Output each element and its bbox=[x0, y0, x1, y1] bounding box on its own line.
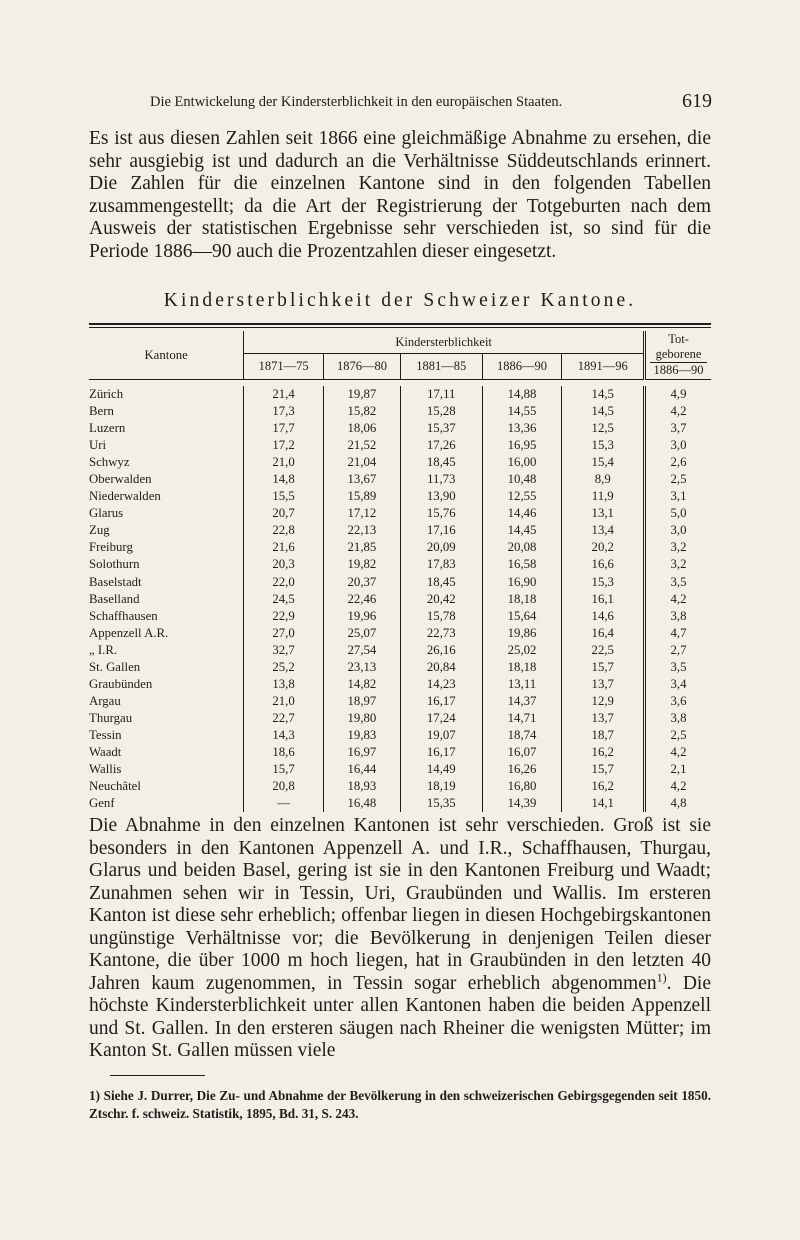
mortality-value: 15,35 bbox=[400, 795, 482, 812]
mortality-value: 16,48 bbox=[323, 795, 400, 812]
table-row bbox=[89, 676, 711, 693]
mortality-value: 16,58 bbox=[482, 556, 562, 573]
table-row bbox=[89, 505, 711, 522]
mortality-value: 16,6 bbox=[562, 556, 645, 573]
mortality-value: 15,5 bbox=[244, 488, 324, 505]
totgeborene-value: 3,5 bbox=[645, 574, 711, 591]
mortality-value: 27,54 bbox=[323, 642, 400, 659]
table-row bbox=[89, 386, 711, 403]
mortality-value: 14,55 bbox=[482, 403, 562, 420]
mortality-value: 15,82 bbox=[323, 403, 400, 420]
mortality-value: 18,18 bbox=[482, 659, 562, 676]
totgeborene-value: 3,7 bbox=[645, 420, 711, 437]
mortality-value: 13,36 bbox=[482, 420, 562, 437]
mortality-value: 18,7 bbox=[562, 727, 645, 744]
tot-line2: geborene bbox=[655, 347, 702, 361]
mortality-value: 13,7 bbox=[562, 676, 645, 693]
mortality-value: 21,6 bbox=[244, 539, 324, 556]
mortality-value: 17,12 bbox=[323, 505, 400, 522]
kanton-name: Wallis bbox=[89, 762, 122, 777]
mortality-value: 15,28 bbox=[400, 403, 482, 420]
mortality-value: 21,0 bbox=[244, 693, 324, 710]
kanton-name: Waadt bbox=[89, 744, 122, 759]
mortality-value: 21,85 bbox=[323, 539, 400, 556]
col-header-period: 1871—75 bbox=[244, 354, 324, 380]
totgeborene-value: 3,4 bbox=[645, 676, 711, 693]
table-row bbox=[89, 488, 711, 505]
mortality-value: 14,45 bbox=[482, 522, 562, 539]
mortality-value: 24,5 bbox=[244, 591, 324, 608]
col-header-totgeborene bbox=[645, 331, 711, 380]
mortality-value: 15,64 bbox=[482, 608, 562, 625]
table-row bbox=[89, 710, 711, 727]
mortality-value: 16,97 bbox=[323, 744, 400, 761]
table-row bbox=[89, 556, 711, 573]
mortality-value: 8,9 bbox=[562, 471, 645, 488]
footnote-divider bbox=[110, 1075, 205, 1076]
mortality-value: 20,8 bbox=[244, 778, 324, 795]
mortality-value: 21,52 bbox=[323, 437, 400, 454]
totgeborene-value: 2,5 bbox=[645, 471, 711, 488]
totgeborene-value: 3,6 bbox=[645, 693, 711, 710]
mortality-value: 13,90 bbox=[400, 488, 482, 505]
kanton-name: Niederwalden bbox=[89, 489, 161, 504]
mortality-value: 15,7 bbox=[244, 761, 324, 778]
mortality-value: 14,3 bbox=[244, 727, 324, 744]
mortality-value: 21,0 bbox=[244, 454, 324, 471]
mortality-value: 10,48 bbox=[482, 471, 562, 488]
paragraph-analysis bbox=[89, 815, 711, 1065]
mortality-value: 18,18 bbox=[482, 591, 562, 608]
totgeborene-value: 3,8 bbox=[645, 608, 711, 625]
table-row bbox=[89, 403, 711, 420]
mortality-value: 14,37 bbox=[482, 693, 562, 710]
col-group-header: Kindersterblichkeit bbox=[244, 331, 645, 354]
mortality-value: 22,73 bbox=[400, 625, 482, 642]
table-row bbox=[89, 659, 711, 676]
mortality-value: 14,5 bbox=[562, 403, 645, 420]
mortality-value: 22,5 bbox=[562, 642, 645, 659]
totgeborene-value: 2,7 bbox=[645, 642, 711, 659]
kanton-name: Zürich bbox=[89, 387, 124, 401]
mortality-value: 22,46 bbox=[323, 591, 400, 608]
mortality-value: 25,2 bbox=[244, 659, 324, 676]
mortality-value: 15,7 bbox=[562, 659, 645, 676]
mortality-value: 18,45 bbox=[400, 574, 482, 591]
totgeborene-value: 4,9 bbox=[645, 386, 711, 403]
mortality-value: 19,96 bbox=[323, 608, 400, 625]
table-row bbox=[89, 608, 711, 625]
kanton-name: Uri bbox=[89, 438, 107, 453]
mortality-value: 17,83 bbox=[400, 556, 482, 573]
kanton-name: Zug bbox=[89, 523, 110, 538]
mortality-value: 21,4 bbox=[244, 386, 324, 403]
table-body bbox=[89, 386, 711, 812]
totgeborene-value: 3,5 bbox=[645, 659, 711, 676]
col-header-period: 1881—85 bbox=[400, 354, 482, 380]
mortality-value: 23,13 bbox=[323, 659, 400, 676]
mortality-value: 16,80 bbox=[482, 778, 562, 795]
mortality-value: 14,71 bbox=[482, 710, 562, 727]
table-top-rule bbox=[89, 323, 711, 325]
mortality-value: 18,06 bbox=[323, 420, 400, 437]
totgeborene-value: 3,0 bbox=[645, 437, 711, 454]
mortality-value: 14,23 bbox=[400, 676, 482, 693]
footnote: 1) Siehe J. Durrer, Die Zu- und Abnahme der Bevölkerung in den schweizerischen Gebirgsgegenden seit 1850. Ztschr. f. schweiz. Statistik, 1895, Bd. 31, S. 243. bbox=[89, 1088, 711, 1121]
mortality-value: 20,84 bbox=[400, 659, 482, 676]
mortality-value: 16,44 bbox=[323, 761, 400, 778]
mortality-value: 26,16 bbox=[400, 642, 482, 659]
mortality-value: 13,8 bbox=[244, 676, 324, 693]
table-row bbox=[89, 574, 711, 591]
table-row bbox=[89, 693, 711, 710]
totgeborene-value: 4,2 bbox=[645, 591, 711, 608]
mortality-value: 20,42 bbox=[400, 591, 482, 608]
table-row bbox=[89, 454, 711, 471]
mortality-value: 22,7 bbox=[244, 710, 324, 727]
mortality-value: — bbox=[244, 795, 324, 812]
mortality-value: 20,7 bbox=[244, 505, 324, 522]
mortality-value: 13,11 bbox=[482, 676, 562, 693]
kanton-name: Argau bbox=[89, 693, 121, 708]
kanton-name: Solothurn bbox=[89, 557, 140, 572]
mortality-value: 17,16 bbox=[400, 522, 482, 539]
kanton-name: Neuchâtel bbox=[89, 779, 141, 794]
mortality-value: 15,78 bbox=[400, 608, 482, 625]
mortality-value: 11,9 bbox=[562, 488, 645, 505]
kanton-name: Schaffhausen bbox=[89, 608, 158, 623]
mortality-value: 12,5 bbox=[562, 420, 645, 437]
table-row bbox=[89, 437, 711, 454]
kanton-name: Appenzell A.R. bbox=[89, 625, 169, 640]
mortality-value: 17,26 bbox=[400, 437, 482, 454]
mortality-value: 18,45 bbox=[400, 454, 482, 471]
mortality-value: 19,82 bbox=[323, 556, 400, 573]
mortality-value: 15,3 bbox=[562, 574, 645, 591]
running-header bbox=[150, 90, 712, 112]
kanton-name: Graubünden bbox=[89, 676, 153, 691]
kanton-name: „ I.R. bbox=[89, 642, 118, 657]
kanton-name: Tessin bbox=[89, 727, 122, 742]
mortality-value: 19,80 bbox=[323, 710, 400, 727]
mortality-value: 12,55 bbox=[482, 488, 562, 505]
table-row bbox=[89, 761, 711, 778]
mortality-value: 14,82 bbox=[323, 676, 400, 693]
analysis-text-1: Die Abnahme in den einzelnen Kantonen ist sehr verschieden. Groß ist sie besonders in den Kantonen Appenzell A. und I.R., Schaffhausen, Thurgau, Glarus und beiden Basel, gering ist sie in den Kantonen Freiburg und Waadt; Zunahmen sehen wir in Tessin, Uri, Graubünden und Wallis. Im ersteren Kanton ist diese sehr erheblich; offenbar liegen in diesen Hochgebirgskantonen ungünstige Verhältnisse vor; die Bevölkerung in denjenigen Teilen dieser Kantone, die über 1000 m hoch liegen, hat in Graubünden in den letzten 40 Jahren kaum zugenommen, in Tessin sogar erheblich abgenommen bbox=[89, 815, 711, 994]
mortality-value: 19,83 bbox=[323, 727, 400, 744]
table-row bbox=[89, 471, 711, 488]
kanton-name: Baselland bbox=[89, 591, 140, 606]
mortality-value: 19,86 bbox=[482, 625, 562, 642]
mortality-value: 15,3 bbox=[562, 437, 645, 454]
kanton-name: St. Gallen bbox=[89, 659, 141, 674]
analysis-text-2: . Die höchste Kindersterblichkeit unter allen Kantonen haben die beiden Appenzell und St. Gallen. In den ersteren säugen nach Rheiner die wenigsten Mütter; im Kanton St. Gallen müssen viele bbox=[89, 972, 711, 1061]
totgeborene-value: 4,2 bbox=[645, 778, 711, 795]
kanton-name: Luzern bbox=[89, 421, 126, 436]
running-title: Die Entwickelung der Kindersterblichkeit in den europäischen Staaten. bbox=[150, 94, 563, 110]
tot-line3: 1886—90 bbox=[650, 362, 707, 378]
mortality-table bbox=[89, 331, 711, 812]
mortality-value: 16,2 bbox=[562, 744, 645, 761]
mortality-value: 18,6 bbox=[244, 744, 324, 761]
mortality-value: 18,97 bbox=[323, 693, 400, 710]
mortality-value: 16,90 bbox=[482, 574, 562, 591]
mortality-value: 20,37 bbox=[323, 574, 400, 591]
mortality-value: 13,67 bbox=[323, 471, 400, 488]
mortality-value: 25,02 bbox=[482, 642, 562, 659]
mortality-value: 14,49 bbox=[400, 761, 482, 778]
tot-line1: Tot- bbox=[668, 332, 689, 346]
mortality-value: 18,93 bbox=[323, 778, 400, 795]
mortality-value: 16,95 bbox=[482, 437, 562, 454]
mortality-value: 15,89 bbox=[323, 488, 400, 505]
totgeborene-value: 3,2 bbox=[645, 556, 711, 573]
mortality-value: 16,17 bbox=[400, 744, 482, 761]
mortality-value: 17,24 bbox=[400, 710, 482, 727]
mortality-value: 17,2 bbox=[244, 437, 324, 454]
mortality-value: 20,2 bbox=[562, 539, 645, 556]
mortality-value: 18,19 bbox=[400, 778, 482, 795]
mortality-value: 16,00 bbox=[482, 454, 562, 471]
kanton-name: Glarus bbox=[89, 506, 124, 521]
kanton-name: Baselstadt bbox=[89, 574, 142, 589]
table-row bbox=[89, 778, 711, 795]
mortality-value: 13,1 bbox=[562, 505, 645, 522]
mortality-value: 22,13 bbox=[323, 522, 400, 539]
mortality-value: 27,0 bbox=[244, 625, 324, 642]
mortality-value: 14,8 bbox=[244, 471, 324, 488]
totgeborene-value: 5,0 bbox=[645, 505, 711, 522]
totgeborene-value: 4,7 bbox=[645, 625, 711, 642]
mortality-value: 20,3 bbox=[244, 556, 324, 573]
table-title: Kindersterblichkeit der Schweizer Kantone. bbox=[163, 290, 637, 311]
mortality-value: 20,09 bbox=[400, 539, 482, 556]
table-row bbox=[89, 744, 711, 761]
table-row bbox=[89, 795, 711, 812]
kanton-name: Genf bbox=[89, 796, 115, 811]
mortality-value: 22,9 bbox=[244, 608, 324, 625]
totgeborene-value: 2,5 bbox=[645, 727, 711, 744]
mortality-value: 14,1 bbox=[562, 795, 645, 812]
mortality-value: 14,46 bbox=[482, 505, 562, 522]
mortality-value: 20,08 bbox=[482, 539, 562, 556]
totgeborene-value: 3,1 bbox=[645, 488, 711, 505]
table-row bbox=[89, 625, 711, 642]
mortality-value: 22,0 bbox=[244, 574, 324, 591]
mortality-value: 14,88 bbox=[482, 386, 562, 403]
mortality-value: 13,7 bbox=[562, 710, 645, 727]
table-row bbox=[89, 642, 711, 659]
mortality-value: 17,3 bbox=[244, 403, 324, 420]
totgeborene-value: 3,0 bbox=[645, 522, 711, 539]
mortality-value: 16,1 bbox=[562, 591, 645, 608]
mortality-value: 16,2 bbox=[562, 778, 645, 795]
mortality-value: 13,4 bbox=[562, 522, 645, 539]
kanton-name: Bern bbox=[89, 404, 114, 419]
kanton-name: Thurgau bbox=[89, 710, 133, 725]
mortality-value: 14,6 bbox=[562, 608, 645, 625]
mortality-value: 15,7 bbox=[562, 761, 645, 778]
col-header-period: 1891—96 bbox=[562, 354, 645, 380]
table-row bbox=[89, 727, 711, 744]
mortality-value: 11,73 bbox=[400, 471, 482, 488]
totgeborene-value: 2,1 bbox=[645, 761, 711, 778]
mortality-value: 14,39 bbox=[482, 795, 562, 812]
totgeborene-value: 4,8 bbox=[645, 795, 711, 812]
totgeborene-value: 3,8 bbox=[645, 710, 711, 727]
mortality-value: 17,11 bbox=[400, 386, 482, 403]
mortality-value: 15,76 bbox=[400, 505, 482, 522]
table-top-rule-2 bbox=[89, 327, 711, 328]
mortality-value: 16,17 bbox=[400, 693, 482, 710]
col-header-period: 1876—80 bbox=[323, 354, 400, 380]
mortality-value: 15,4 bbox=[562, 454, 645, 471]
totgeborene-value: 3,2 bbox=[645, 539, 711, 556]
mortality-value: 16,26 bbox=[482, 761, 562, 778]
kanton-name: Freiburg bbox=[89, 540, 133, 555]
mortality-value: 14,5 bbox=[562, 386, 645, 403]
table-row bbox=[89, 539, 711, 556]
col-header-kanton: Kantone bbox=[144, 347, 188, 362]
totgeborene-value: 2,6 bbox=[645, 454, 711, 471]
mortality-value: 16,4 bbox=[562, 625, 645, 642]
mortality-value: 19,87 bbox=[323, 386, 400, 403]
table-row bbox=[89, 591, 711, 608]
mortality-value: 17,7 bbox=[244, 420, 324, 437]
mortality-value: 32,7 bbox=[244, 642, 324, 659]
mortality-value: 12,9 bbox=[562, 693, 645, 710]
footnote-marker: 1) bbox=[656, 970, 667, 984]
table-row bbox=[89, 420, 711, 437]
totgeborene-value: 4,2 bbox=[645, 744, 711, 761]
table-row bbox=[89, 522, 711, 539]
kanton-name: Schwyz bbox=[89, 455, 130, 470]
mortality-value: 22,8 bbox=[244, 522, 324, 539]
col-header-period: 1886—90 bbox=[482, 354, 562, 380]
page-number: 619 bbox=[682, 90, 712, 112]
mortality-value: 16,07 bbox=[482, 744, 562, 761]
mortality-value: 21,04 bbox=[323, 454, 400, 471]
mortality-value: 19,07 bbox=[400, 727, 482, 744]
kanton-name: Oberwalden bbox=[89, 472, 152, 487]
mortality-value: 18,74 bbox=[482, 727, 562, 744]
totgeborene-value: 4,2 bbox=[645, 403, 711, 420]
mortality-value: 25,07 bbox=[323, 625, 400, 642]
mortality-value: 15,37 bbox=[400, 420, 482, 437]
paragraph-intro: Es ist aus diesen Zahlen seit 1866 eine gleichmäßige Abnahme zu ersehen, die sehr ausgiebig ist und dadurch an die Verhältnisse Süddeutschlands erinnert. Die Zahlen für die einzelnen Kantone sind in den folgenden Tabellen zusammengestellt; da die Art der Registrierung der Totgeburten nach dem Ausweis der statistischen Ergebnisse sehr verschieden ist, so sind für die Periode 1886—90 auch die Prozentzahlen dieser eingesetzt. bbox=[89, 128, 711, 262]
